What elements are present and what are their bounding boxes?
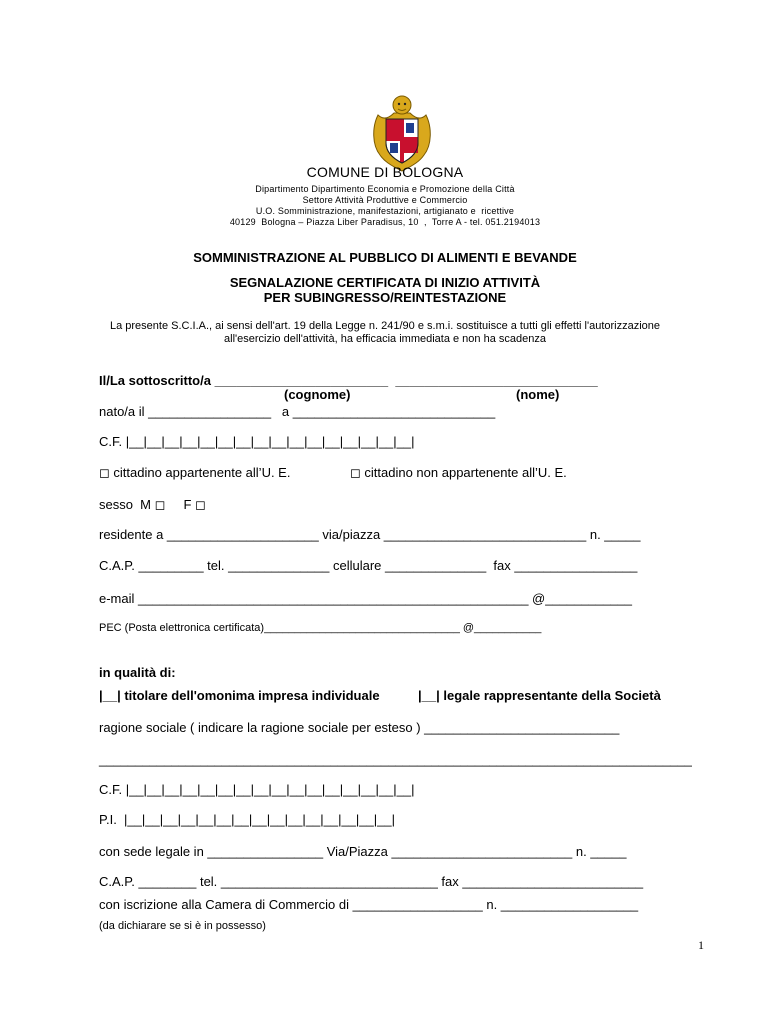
dept-line-4: 40129 Bologna – Piazza Liber Paradisus, 10 , Torre A - tel. 051.2194013 <box>229 217 541 227</box>
sesso-checkboxes[interactable]: sesso M ◻ F ◻ <box>99 497 206 512</box>
intro-line-2: all'esercizio dell'attività, ha efficacia immediata e non ha scadenza <box>224 333 546 345</box>
residente-field[interactable]: residente a _____________________ via/piazza ____________________________ n. _____ <box>99 527 641 542</box>
bologna-crest-image <box>370 93 434 173</box>
comune-title: COMUNE DI BOLOGNA <box>306 164 464 180</box>
ragione-sociale-field[interactable]: ragione sociale ( indicare la ragione sociale per esteso ) ___________________________ <box>99 720 620 735</box>
sede-legale-field[interactable]: con sede legale in ________________ Via/Piazza _________________________ n. _____ <box>99 844 627 859</box>
sottoscritto-field[interactable]: Il/La sottoscritto/a ________________________ ____________________________ <box>99 373 598 388</box>
camera-commercio-field[interactable]: con iscrizione alla Camera di Commercio di __________________ n. ___________________ <box>99 897 639 912</box>
pec-field[interactable]: PEC (Posta elettronica certificata)________________________________ @___________ <box>99 622 542 634</box>
document-subtitle-2: PER SUBINGRESSO/REINTESTAZIONE <box>263 290 507 305</box>
pi-field[interactable]: P.I. |__|__|__|__|__|__|__|__|__|__|__|__|__|__|__| <box>99 812 395 827</box>
dept-line-3: U.O. Somministrazione, manifestazioni, artigianato e ricettive <box>255 206 515 216</box>
dept-line-1: Dipartimento Dipartimento Economia e Promozione della Città <box>255 184 515 194</box>
dept-line-2: Settore Attività Produttive e Commercio <box>302 195 468 205</box>
cittadino-ue-checkbox[interactable]: ◻ cittadino appartenente all’U. E. <box>99 465 291 480</box>
qualita-heading: in qualità di: <box>99 665 176 680</box>
cf-field[interactable]: C.F. |__|__|__|__|__|__|__|__|__|__|__|__|__|__|__|__| <box>99 434 415 449</box>
ragione-sociale-line[interactable]: __________________________________________________________________________________ <box>99 752 692 767</box>
legale-option[interactable]: |__| legale rappresentante della Società <box>418 688 661 703</box>
cf-societa-field[interactable]: C.F. |__|__|__|__|__|__|__|__|__|__|__|__|__|__|__|__| <box>99 782 415 797</box>
document-subtitle-1: SEGNALAZIONE CERTIFICATA DI INIZIO ATTIVITÀ <box>229 275 541 290</box>
nato-field[interactable]: nato/a il _________________ a ____________________________ <box>99 404 496 419</box>
cognome-label: (cognome) <box>284 387 351 402</box>
document-title: SOMMINISTRAZIONE AL PUBBLICO DI ALIMENTI E BEVANDE <box>193 250 577 265</box>
titolare-option[interactable]: |__| titolare dell'omonima impresa individuale <box>99 688 380 703</box>
nota-possesso: (da dichiarare se si è in possesso) <box>99 920 266 932</box>
cap-societa-field[interactable]: C.A.P. ________ tel. ______________________________ fax _________________________ <box>99 874 644 889</box>
nome-label: (nome) <box>516 387 560 402</box>
email-field[interactable]: e-mail ______________________________________________________ @____________ <box>99 591 632 606</box>
intro-line-1: La presente S.C.I.A., ai sensi dell'art. 19 della Legge n. 241/90 e s.m.i. sostituisce a tutti gli effetti l'autorizzazione <box>109 320 661 332</box>
cittadino-non-ue-checkbox[interactable]: ◻ cittadino non appartenente all’U. E. <box>350 465 567 480</box>
page-number: 1 <box>698 938 704 952</box>
cap-tel-field[interactable]: C.A.P. _________ tel. ______________ cellulare ______________ fax _________________ <box>99 558 638 573</box>
